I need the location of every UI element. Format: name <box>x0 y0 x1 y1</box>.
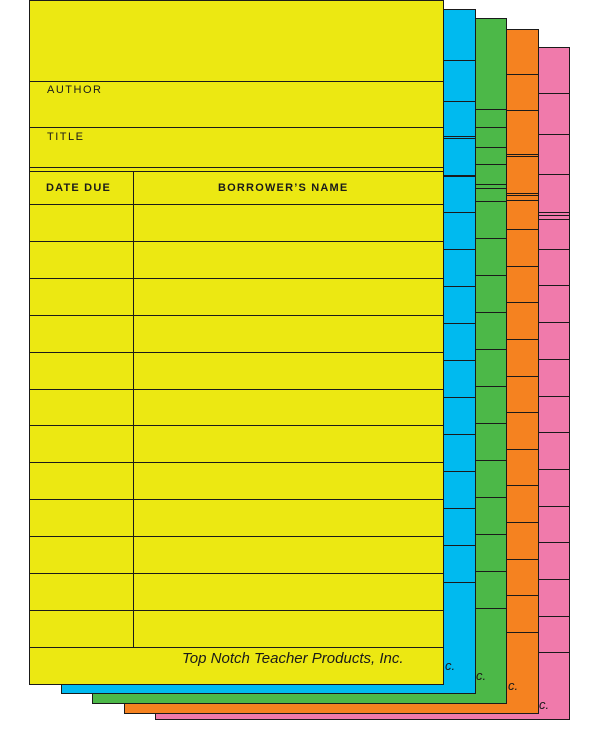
author-label: AUTHOR <box>47 84 103 96</box>
orange-card-text-fragment: c. <box>508 678 519 693</box>
row-line <box>30 315 444 316</box>
row-line <box>30 610 444 611</box>
blue-card-text-fragment: c. <box>445 658 456 673</box>
rule-line <box>30 167 444 168</box>
publisher-credit: Top Notch Teacher Products, Inc. <box>182 650 404 667</box>
row-line <box>30 352 444 353</box>
row-line <box>30 499 444 500</box>
row-line <box>30 241 444 242</box>
row-line <box>30 425 444 426</box>
row-line <box>30 536 444 537</box>
row-line <box>30 389 444 390</box>
rule-line <box>30 127 444 128</box>
date-due-header: DATE DUE <box>46 182 112 194</box>
column-divider <box>133 171 134 647</box>
green-card-text-fragment: c. <box>476 668 487 683</box>
row-line <box>30 278 444 279</box>
front-card <box>29 0 444 685</box>
row-line <box>30 647 444 648</box>
title-label: TITLE <box>47 131 85 143</box>
row-line <box>30 204 444 205</box>
rule-line <box>30 171 444 172</box>
rule-line <box>30 81 444 82</box>
row-line <box>30 462 444 463</box>
row-line <box>30 573 444 574</box>
pink-card-text-fragment: c. <box>539 697 550 712</box>
borrowers-name-header: BORROWER’S NAME <box>218 182 349 194</box>
